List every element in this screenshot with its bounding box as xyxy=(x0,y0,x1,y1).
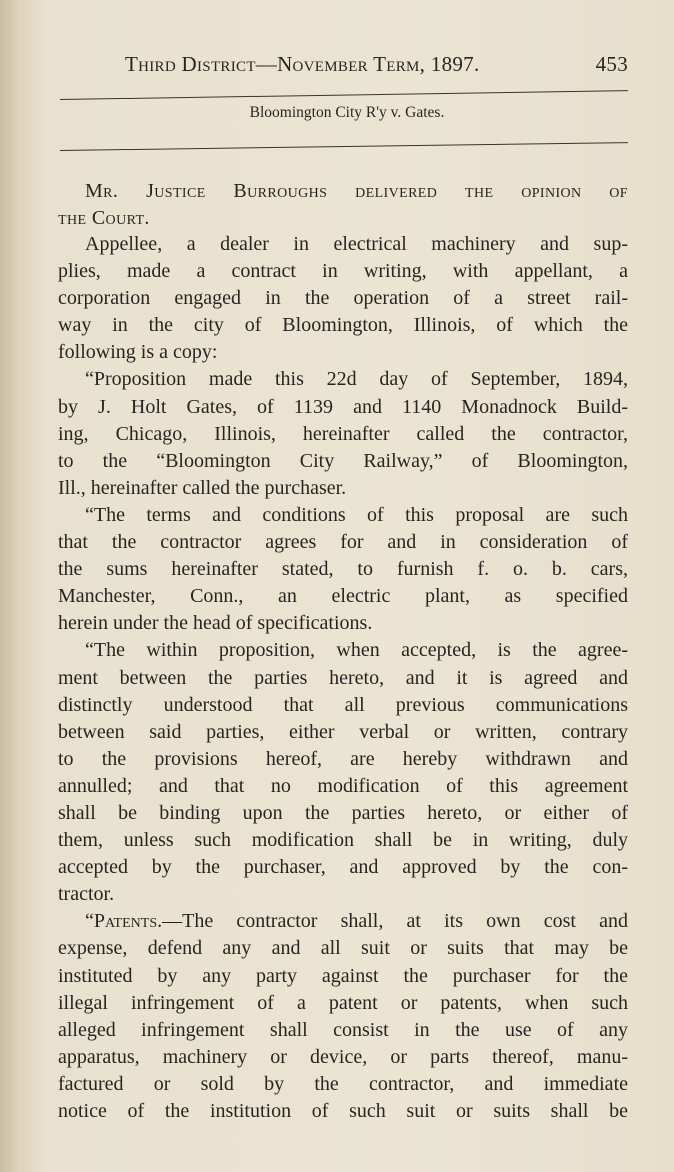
text-line: tractor. xyxy=(58,883,115,906)
paragraph xyxy=(58,637,628,908)
case-title: Bloomington City R'y v. Gates. xyxy=(249,104,445,121)
opinion-heading xyxy=(58,178,628,232)
text-line: factured or sold by the contractor, and immediate xyxy=(58,1072,628,1095)
text-line: shall be binding upon the parties hereto, or either of xyxy=(58,801,628,824)
running-title: Third District—November Term, 1897. xyxy=(125,52,480,76)
text-line: to the provisions hereof, are hereby withdrawn and xyxy=(58,747,628,770)
text-line: “The terms and conditions of this proposal are such xyxy=(85,503,628,526)
text-line: accepted by the purchaser, and approved by the con- xyxy=(58,856,628,879)
text-line: ment between the parties hereto, and it is agreed and xyxy=(58,666,628,689)
text-line: instituted by any party against the purchaser for the xyxy=(58,964,628,987)
page-number: 453 xyxy=(595,52,628,76)
text-line: “Patents.—The contractor shall, at its own cost and xyxy=(85,910,628,933)
text-line: way in the city of Bloomington, Illinois, of which the xyxy=(58,314,628,337)
text-line: distinctly understood that all previous communications xyxy=(58,693,628,716)
paragraph xyxy=(58,502,628,637)
text-line: them, unless such modification shall be in writing, duly xyxy=(58,829,628,852)
text-line: annulled; and that no modification of this agreement xyxy=(58,774,628,797)
text-line: Manchester, Conn., an electric plant, as specified xyxy=(58,585,628,608)
opinion-heading-line-2: the Court. xyxy=(58,207,150,229)
text-line: ing, Chicago, Illinois, hereinafter called the contractor, xyxy=(58,422,628,445)
paragraph xyxy=(58,908,628,1125)
text-line: “The within proposition, when accepted, is the agree- xyxy=(85,639,628,662)
text-line: the sums hereinafter stated, to furnish f. o. b. cars, xyxy=(58,558,628,581)
text-line: corporation engaged in the operation of a street rail- xyxy=(58,287,628,310)
opinion-heading-line-1: Mr. Justice Burroughs delivered the opinion of xyxy=(85,180,628,202)
header-rule-bottom xyxy=(60,142,628,151)
text-line: Appellee, a dealer in electrical machinery and sup- xyxy=(85,233,628,255)
text-line: apparatus, machinery or device, or parts thereof, manu- xyxy=(58,1045,628,1068)
text-line: plies, made a contract in writing, with appellant, a xyxy=(58,260,628,283)
header-rule-top xyxy=(60,90,628,100)
text-line: to the “Bloomington City Railway,” of Bloomington, xyxy=(58,449,628,472)
text-line: following is a copy: xyxy=(58,341,218,364)
text-line: herein under the head of specifications. xyxy=(58,612,373,635)
text-line: notice of the institution of such suit or suits shall be xyxy=(58,1100,628,1122)
paragraph xyxy=(58,231,628,366)
text-line: that the contractor agrees for and in consideration of xyxy=(58,531,628,554)
text-line: Ill., hereinafter called the purchaser. xyxy=(58,476,347,499)
text-line: illegal infringement of a patent or patents, when such xyxy=(58,991,628,1014)
text-line: “Proposition made this 22d day of September, 1894, xyxy=(85,368,628,391)
text-line: expense, defend any and all suit or suits that may be xyxy=(58,937,628,960)
text-line: between said parties, either verbal or written, contrary xyxy=(58,720,628,743)
text-line: alleged infringement shall consist in the use of any xyxy=(58,1018,628,1041)
section-label: “Patents. xyxy=(85,910,163,933)
paragraph xyxy=(58,366,628,501)
text-line: by J. Holt Gates, of 1139 and 1140 Monadnock Build- xyxy=(58,395,628,418)
running-header xyxy=(125,52,628,77)
opinion-body xyxy=(58,231,628,1125)
